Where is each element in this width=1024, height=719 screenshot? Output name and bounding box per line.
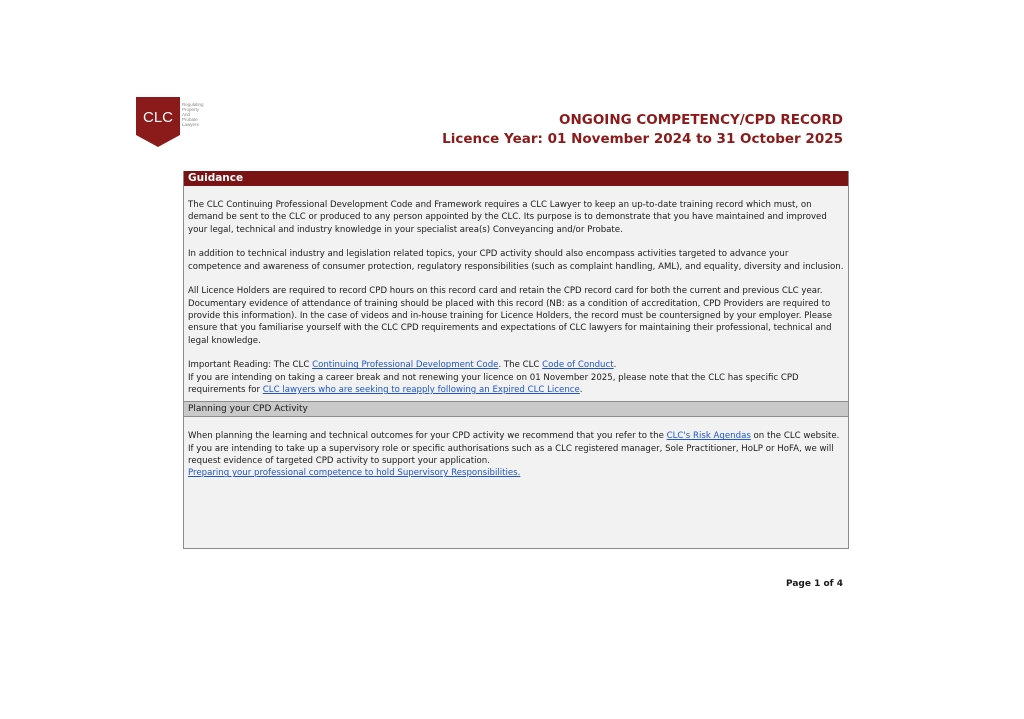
guidance-heading: Guidance <box>184 171 848 186</box>
planning-body <box>184 417 848 479</box>
logo-tagline: Regulating Property And Probate Lawyers <box>182 102 204 127</box>
career-break-note: If you are intending on taking a career break and not renewing your licence on 01 November 2025, please note that the CLC has specific CPD requirements for CLC lawyers who are seeking to reapply following an Expired CLC Licence. <box>188 372 799 396</box>
page-number: Page 1 of 4 <box>786 579 843 589</box>
cpd-code-link[interactable]: Continuing Professional Development Code <box>312 360 499 371</box>
document-title: ONGOING COMPETENCY/CPD RECORD <box>558 112 843 128</box>
guidance-body <box>184 186 848 396</box>
clc-logo <box>136 97 180 147</box>
guidance-paragraph-2: In addition to technical industry and legislation related topics, your CPD activity should also encompass activities targeted to advance your competence and awareness of consumer protection, regulatory responsibilities (such as complaint handling, AML), and equality, diversity and inclusion. <box>188 249 844 272</box>
important-reading: Important Reading: The CLC Continuing Professional Development Code. The CLC Code of Conduct. <box>188 360 617 371</box>
supervisory-responsibilities-link[interactable]: Preparing your professional competence to hold Supervisory Responsibilities. <box>188 468 521 479</box>
planning-paragraph: When planning the learning and technical outcomes for your CPD activity we recommend that you refer to the CLC's Risk Agendas on the CLC website. If you are intending to take up a supervisory role or specific authorisations such as a CLC registered manager, Sole Practitioner, HoLP or HoFA, we will request evidence of targeted CPD activity to support your application. <box>188 431 840 466</box>
expired-licence-link[interactable]: CLC lawyers who are seeking to reapply following an Expired CLC Licence <box>262 385 580 396</box>
guidance-paragraph-1: The CLC Continuing Professional Development Code and Framework requires a CLC Lawyer to keep an up-to-date training record which must, on demand be sent to the CLC or produced to any person appointed by the CLC. Its purpose is to demonstrate that you have maintained and improved your legal, technical and industry knowledge in your specialist area(s) Conveyancing and/or Probate. <box>188 200 827 235</box>
code-of-conduct-link[interactable]: Code of Conduct <box>542 360 614 371</box>
important-label: Important Reading <box>188 360 269 371</box>
guidance-paragraph-3: All Licence Holders are required to record CPD hours on this record card and retain the CPD record card for both the current and previous CLC year. Documentary evidence of attendance of training should be placed with this record (NB: as a condition of accreditation, CPD Providers are required to provide this information). In the case of videos and in-house training for Licence Holders, the record must be countersigned by your employer. Please ensure that you familiarise yourself with the CLC CPD requirements and expectations of CLC lawyers for maintaining their professional, technical and legal knowledge. <box>188 286 833 346</box>
document-header <box>442 111 843 149</box>
risk-agendas-link[interactable]: CLC's Risk Agendas <box>666 431 751 442</box>
licence-year: Licence Year: 01 November 2024 to 31 October 2025 <box>442 131 843 147</box>
logo-text: CLC <box>142 109 174 126</box>
guidance-panel <box>183 171 849 549</box>
planning-heading: Planning your CPD Activity <box>184 401 848 417</box>
